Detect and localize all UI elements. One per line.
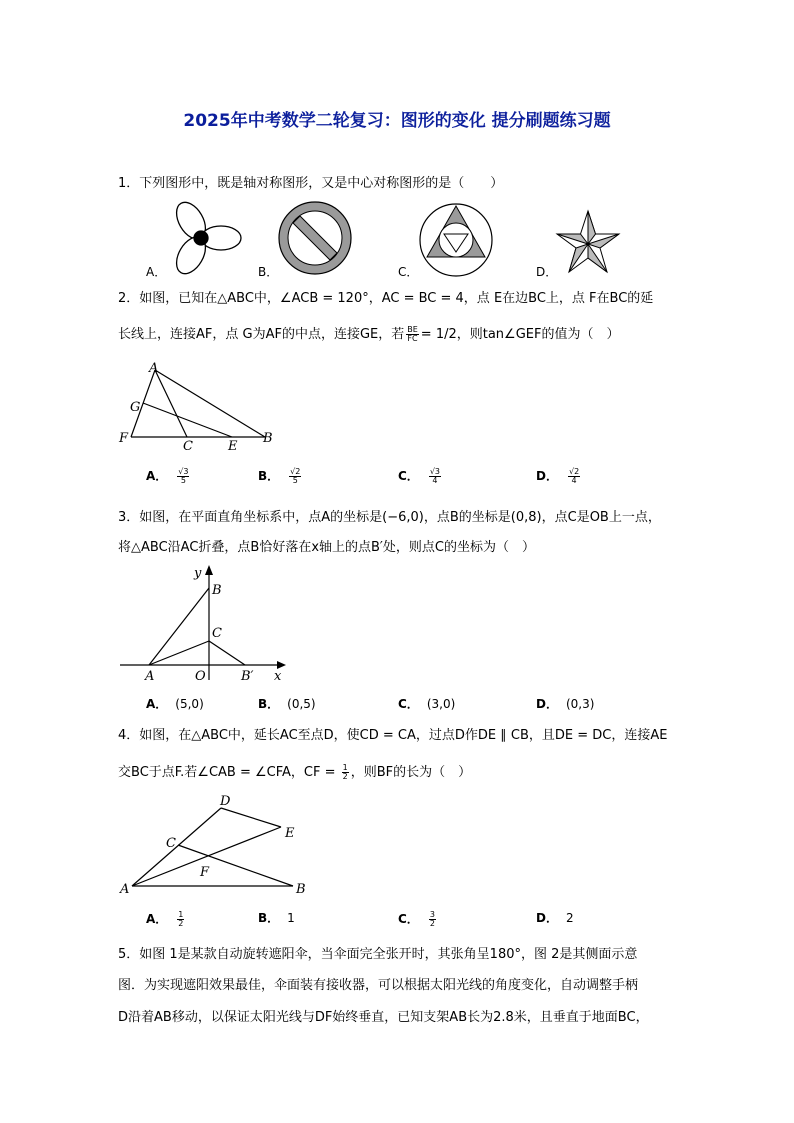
q4-cf-fraction: $\frac{1}{2}$ <box>342 763 348 781</box>
q1-option-d: D． <box>536 265 558 279</box>
q2-label-a: A <box>149 361 159 376</box>
q4-option-d: D． 2 <box>536 911 574 925</box>
q1-figures <box>0 198 794 298</box>
q3-label-o: O <box>195 669 206 684</box>
page-title: 2025年中考数学二轮复习：图形的变化 提分刷题练习题 <box>183 111 611 131</box>
q3-option-d: D． (0,3) <box>536 697 595 711</box>
q4-stem-line1: 4．如图，在△ABC中，延长AC至点D，使CD = CA，过点D作DE ∥ CB，且DE = DC，连接AE <box>118 728 668 743</box>
q2-label-e: E <box>228 439 238 454</box>
q4-label-f: F <box>200 865 210 880</box>
q4-label-c: C <box>166 836 176 851</box>
q4-figure <box>0 790 794 900</box>
q3-stem-line2: 将△ABC沿AC折叠，点B恰好落在x轴上的点B′处，则点C的坐标为（ ） <box>118 540 535 555</box>
q1-option-b: B． <box>258 265 279 279</box>
q2-figure <box>0 358 794 458</box>
q1-option-c: C． <box>398 265 419 279</box>
q3-label-b: B <box>212 583 222 598</box>
q2-stem-line2: 长线上，连接AF，点 G为AF的中点，连接GE，若 $\frac{BE}{FC}$ = 1/2，则tan∠GEF的值为（ ） <box>118 325 620 343</box>
q2-label-b: B <box>263 431 273 446</box>
q3-label-c: C <box>212 626 222 641</box>
q3-option-c: C． (3,0) <box>398 697 456 711</box>
q2-label-f: F <box>119 431 129 446</box>
q3-label-x: x <box>274 669 282 684</box>
q4-label-b: B <box>296 882 306 897</box>
star-figure <box>557 211 619 272</box>
fan-figure <box>171 198 241 279</box>
q3-option-a: A． (5,0) <box>146 697 204 711</box>
q3-figure <box>0 560 794 690</box>
q4-stem-line2: 交BC于点F.若∠CAB = ∠CFA，CF = $\frac{1}{2}$ ，则BF的长为（ ） <box>118 763 472 781</box>
q4-option-a: A． $\frac{1}{2}$ <box>146 910 184 928</box>
q2-option-a: A． $\frac{√3}{5}$ <box>146 467 189 485</box>
q5-stem-line1: 5．如图 1是某款自动旋转遮阳伞，当伞面完全张开时，其张角呈180°，图 2是其侧面示意 <box>118 947 638 962</box>
q2-option-c: C． $\frac{√3}{4}$ <box>398 467 440 485</box>
q3-label-b-prime: B′ <box>241 669 254 684</box>
q3-option-b: B． (0,5) <box>258 697 316 711</box>
q2-option-d: D． $\frac{√2}{4}$ <box>536 467 580 485</box>
q3-stem-line1: 3．如图，在平面直角坐标系中，点A的坐标是(−6,0)，点B的坐标是(0,8)，点C是OB上一点， <box>118 510 661 525</box>
q1-option-a: A． <box>146 265 167 279</box>
q4-label-e: E <box>285 826 295 841</box>
q1-stem: 1．下列图形中，既是轴对称图形，又是中心对称图形的是（ ） <box>118 176 504 191</box>
q2-ratio-fraction: $\frac{BE}{FC}$ <box>407 325 418 343</box>
q4-label-a: A <box>120 882 130 897</box>
circle-triangle-figure <box>420 204 492 276</box>
prohibition-sign-figure <box>279 202 351 274</box>
q3-label-y: y <box>194 566 202 581</box>
q5-stem-line3: D沿着AB移动，以保证太阳光线与DF始终垂直，已知支架AB长为2.8米，且垂直于地面BC， <box>118 1010 649 1025</box>
q5-stem-line2: 图．为实现遮阳效果最佳，伞面装有接收器，可以根据太阳光线的角度变化，自动调整手柄 <box>118 978 639 993</box>
q2-stem-line1: 2．如图，已知在△ABC中，∠ACB = 120°，AC = BC = 4，点 E在边BC上，点 F在BC的延 <box>118 291 654 306</box>
q4-option-c: C． $\frac{3}{2}$ <box>398 910 435 928</box>
q2-label-c: C <box>183 439 193 454</box>
q4-option-b: B． 1 <box>258 911 295 925</box>
q4-label-d: D <box>220 794 231 809</box>
q3-label-a: A <box>145 669 155 684</box>
q2-label-g: G <box>130 400 141 415</box>
q2-option-b: B． $\frac{√2}{5}$ <box>258 467 301 485</box>
